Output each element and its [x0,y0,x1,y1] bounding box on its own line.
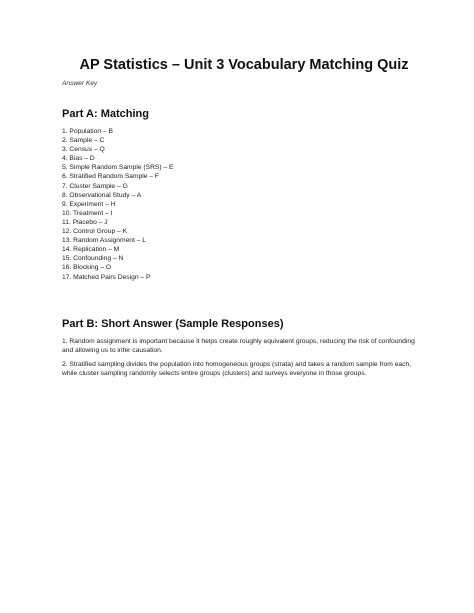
list-item: 4. Bias – D [62,155,95,163]
short-answer-2: 2. Stratified sampling divides the population into homogeneous groups (strata) and takes a random sample from each, while cluster sampling randomly selects entire groups (clusters) and surveys everyone in those groups. [62,361,412,377]
list-item: 7. Cluster Sample – G [62,182,128,190]
list-item: 16. Blocking – O [62,264,112,272]
list-item: 10. Treatment – I [62,209,113,217]
list-item: 15. Confounding – N [62,255,124,263]
list-item: 14. Replication – M [62,246,120,254]
document-title: AP Statistics – Unit 3 Vocabulary Matching Quiz [79,57,409,73]
matching-list [62,127,174,282]
list-item: 9. Experiment – H [62,200,116,208]
list-item: 12. Control Group – K [62,228,128,236]
list-item: 17. Matched Pairs Design – P [62,273,151,281]
part-b-heading: Part B: Short Answer (Sample Responses) [62,318,284,330]
list-item: 13. Random Assignment – L [62,237,147,245]
list-item: 5. Simple Random Sample (SRS) – E [62,164,174,172]
list-item: 8. Observational Study – A [62,191,142,199]
list-item: 3. Census – Q [62,146,105,154]
list-item: 11. Placebo – J [62,218,108,226]
list-item: 2. Sample – C [62,137,105,145]
list-item: 6. Stratified Random Sample – F [62,173,160,181]
short-answer-1: 1. Random assignment is important because it helps create roughly equivalent groups, reducing the risk of confounding and allowing us to infer causation. [62,338,415,354]
part-a-heading: Part A: Matching [62,108,149,120]
answer-key-label: Answer Key [62,80,98,87]
list-item: 1. Population – B [62,128,113,135]
